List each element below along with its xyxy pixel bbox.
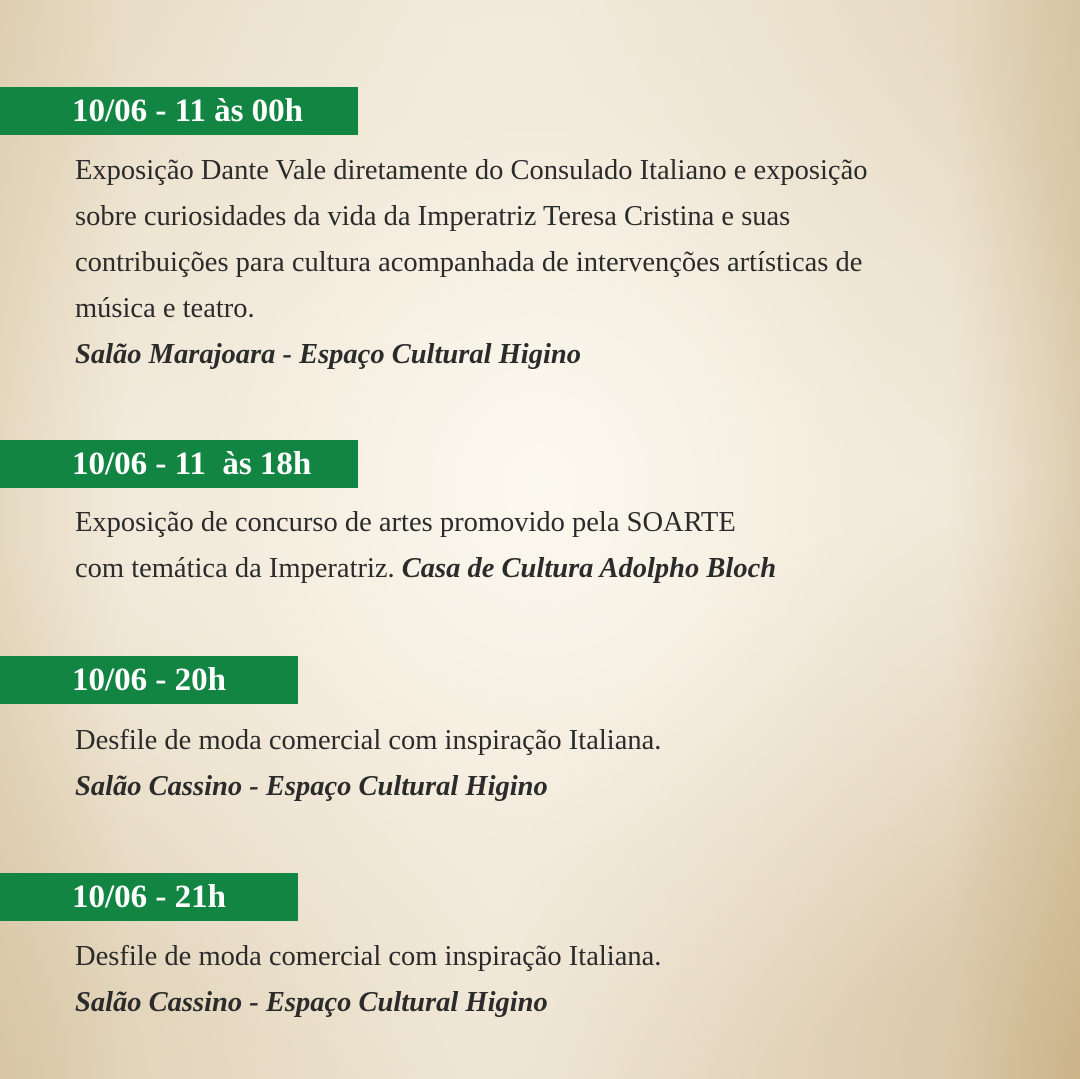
description-text: com temática da Imperatriz. <box>75 553 395 584</box>
event-description <box>75 718 975 764</box>
description-line: Desfile de moda comercial com inspiração Italiana. <box>75 941 662 972</box>
event-venue: Casa de Cultura Adolpho Bloch <box>401 553 777 584</box>
event-description <box>75 934 975 980</box>
description-line: Exposição de concurso de artes promovido pela SOARTE <box>75 507 736 538</box>
event-date-badge: 10/06 - 20h <box>0 656 298 704</box>
event-venue: Salão Cassino - Espaço Cultural Higino <box>75 987 548 1018</box>
description-line <box>75 546 975 592</box>
description-line: Exposição Dante Vale diretamente do Consulado Italiano e exposição <box>75 155 868 186</box>
description-line: contribuições para cultura acompanhada de intervenções artísticas de <box>75 247 863 278</box>
event-date-badge: 10/06 - 21h <box>0 873 298 921</box>
description-line: Desfile de moda comercial com inspiração Italiana. <box>75 725 662 756</box>
event-date-badge: 10/06 - 11 às 00h <box>0 87 358 135</box>
event-date-badge: 10/06 - 11 às 18h <box>0 440 358 488</box>
event-venue: Salão Marajoara - Espaço Cultural Higino <box>75 339 581 370</box>
event-description <box>75 500 975 592</box>
event-description <box>75 148 975 332</box>
description-line: sobre curiosidades da vida da Imperatriz Teresa Cristina e suas <box>75 201 791 232</box>
description-line: música e teatro. <box>75 293 255 324</box>
event-venue: Salão Cassino - Espaço Cultural Higino <box>75 771 548 802</box>
